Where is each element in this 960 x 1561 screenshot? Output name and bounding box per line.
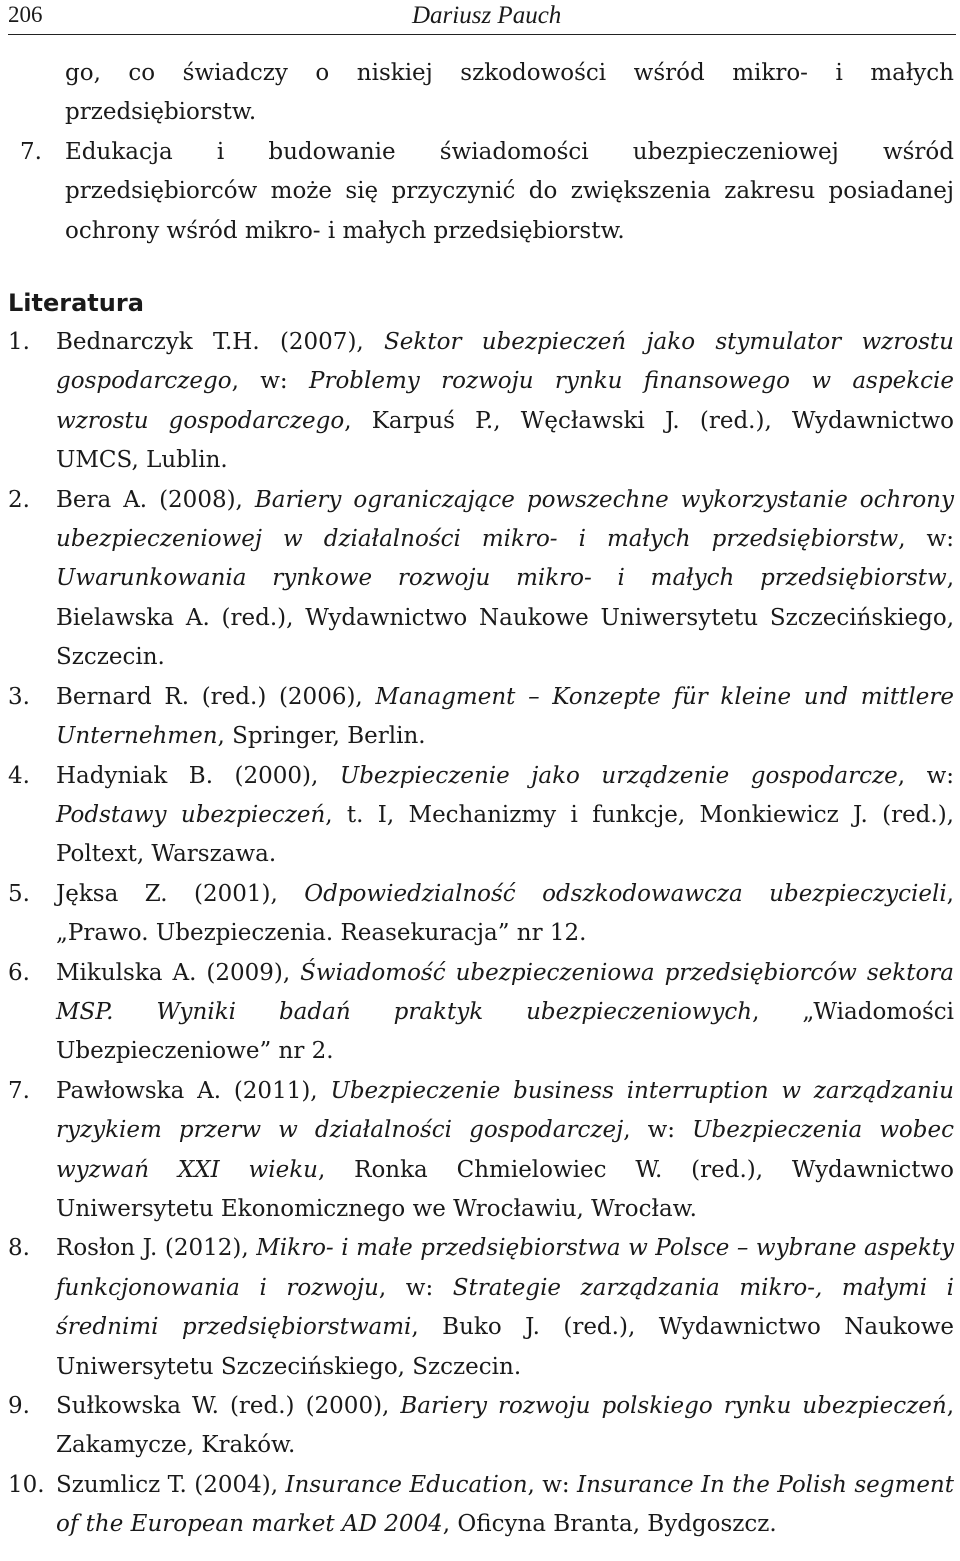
reference-title: Ubezpieczenie business interruption w zarządzaniu ryzykiem przerw w działalności gospodarczej [56,1077,954,1144]
reference-publisher: , t. I, Mechanizmy i funkcje, Monkiewicz J. (red.), Poltext, Warszawa. [56,801,954,868]
reference-author: Bednarczyk T.H. (2007), [56,329,385,356]
reference-item [8,757,954,875]
reference-title: Odpowiedzialność odszkodowawcza ubezpieczycieli [304,880,947,907]
reference-number: 4. [8,762,30,789]
reference-source-title: Uwarunkowania rynkowe rozwoju mikro- i małych przedsiębiorstw [56,565,947,592]
reference-publisher: , Ronka Chmielowiec W. (red.), Wydawnictwo Uniwersytetu Ekonomicznego we Wrocławiu, Wrocław. [56,1156,955,1222]
reference-title: Świadomość ubezpieczeniowa przedsiębiorców sektora MSP. Wyniki badań praktyk ubezpieczeniowych [56,959,954,1025]
reference-title: Sektor ubezpieczeń jako stymulator wzrostu gospodarczego [56,329,954,395]
reference-item [8,1072,954,1230]
reference-author: Jęksa Z. (2001), [56,880,305,907]
reference-connector: , w: [897,762,955,789]
reference-number: 7. [8,1077,30,1104]
reference-source-title: Problemy rozwoju rynku finansowego w aspekcie wzrostu gospodarczego [56,368,954,434]
running-author: Dariusz Pauch [412,2,562,29]
literature-heading: Literatura [8,289,144,318]
reference-number: 1. [8,329,30,356]
reference-author: Pawłowska A. (2011), [56,1077,331,1104]
reference-list [8,323,954,1545]
reference-title: Managment – Konzepte für kleine und mittlere Unternehmen [56,683,954,750]
running-head [8,0,956,35]
reference-connector: , w: [231,368,309,395]
reference-text [56,1466,954,1545]
reference-item [8,481,954,678]
reference-author: Hadyniak B. (2000), [56,762,340,789]
reference-publisher: , „Wiadomości Ubezpieczeniowe” nr 2. [56,998,955,1065]
reference-item [8,1466,954,1545]
reference-publisher: , Buko J. (red.), Wydawnictwo Naukowe Uniwersytetu Szczecińskiego, Szczecin. [56,1314,954,1380]
reference-item [8,1387,954,1466]
reference-publisher: , Bielawska A. (red.), Wydawnictwo Naukowe Uniwersytetu Szczecińskiego, Szczecin. [56,565,954,671]
reference-publisher: , Springer, Berlin. [217,723,426,750]
reference-title: Bariery ograniczające powszechne wykorzystanie ochrony ubezpieczeniowej w działalności mikro- i małych przedsiębiorstw [56,486,954,553]
reference-text [56,481,954,678]
reference-text [56,1387,954,1466]
reference-connector: , w: [527,1471,578,1498]
reference-number: 6. [8,959,30,986]
reference-number: 10. [8,1471,45,1498]
reference-text [56,875,954,954]
reference-author: Bera A. (2008), [56,486,255,513]
reference-source-title: Strategie zarządzania mikro-, małymi i średnimi przedsiębiorstwami [56,1274,955,1341]
reference-author: Sułkowska W. (red.) (2000), [56,1393,401,1419]
reference-source-title: Ubezpieczenia wobec wyzwań XXI wieku [56,1117,954,1183]
reference-title: Bariery rozwoju polskiego rynku ubezpieczeń [400,1393,947,1419]
reference-item [8,954,954,1072]
list-item-7 [8,133,954,251]
reference-author: Rosłon J. (2012), [56,1235,257,1262]
reference-title: Insurance Education [285,1471,528,1498]
reference-item [8,678,954,757]
reference-number: 8. [8,1235,30,1262]
reference-number: 9. [8,1393,30,1419]
reference-title: Mikro- i małe przedsiębiorstwa w Polsce – wybrane aspekty funkcjonowania i rozwoju [56,1235,954,1301]
reference-text [56,1072,954,1230]
reference-publisher: , „Prawo. Ubezpieczenia. Reasekuracja” nr 12. [56,880,954,947]
reference-publisher: , Zakamycze, Kraków. [56,1393,954,1459]
reference-number: 5. [8,880,30,907]
reference-text [56,678,954,757]
reference-item [8,323,954,481]
page-number: 206 [8,2,43,27]
continued-paragraph: go, co świadczy o niskiej szkodowości wśród mikro- i małych przedsiębiorstw. [65,60,954,126]
reference-author: Bernard R. (red.) (2006), [56,683,376,710]
reference-text [56,323,954,481]
reference-source-title: Insurance In the Polish segment of the European market AD 2004 [56,1471,954,1538]
list-item-text: Edukacja i budowanie świadomości ubezpieczeniowej wśród przedsiębiorców może się przyczynić do zwiększenia zakresu posiadanej ochrony wśród mikro- i małych przedsiębiorstw. [65,138,954,244]
reference-item [8,875,954,954]
reference-number: 3. [8,683,30,710]
reference-publisher: , Oficyna Branta, Bydgoszcz. [442,1511,777,1538]
reference-author: Szumlicz T. (2004), [56,1471,286,1498]
reference-number: 2. [8,486,30,513]
reference-text [56,757,954,875]
page-body [8,54,954,1545]
reference-publisher: , Karpuś P., Węcławski J. (red.), Wydawnictwo UMCS, Lublin. [56,407,955,474]
reference-item [8,1229,954,1387]
reference-connector: , w: [378,1274,453,1301]
reference-text [56,1229,954,1387]
reference-source-title: Podstawy ubezpieczeń [56,801,326,828]
list-item-number: 7. [20,138,42,165]
reference-title: Ubezpieczenie jako urządzenie gospodarcze [339,762,898,789]
reference-text [56,954,954,1072]
reference-connector: , w: [623,1117,693,1144]
reference-connector: , w: [898,526,954,553]
reference-author: Mikulska A. (2009), [56,959,301,986]
